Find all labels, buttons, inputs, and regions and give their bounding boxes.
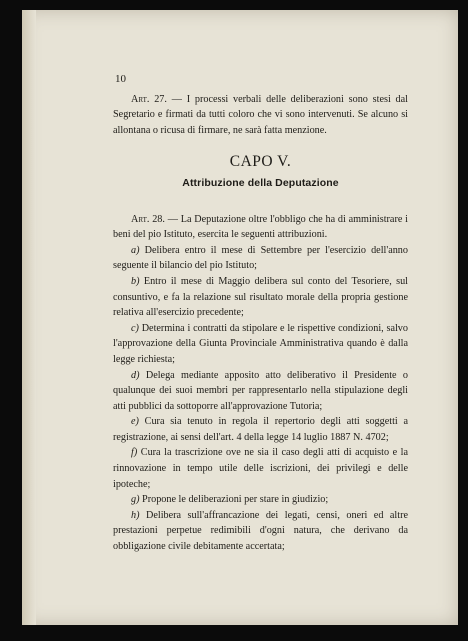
item-text: Entro il mese di Maggio delibera sul conto del Tesoriere, sul consuntivo, e fa la relazione sul risultato morale della propria gestione relativa all'esercizio precedente; bbox=[113, 275, 408, 319]
article-27 bbox=[113, 92, 408, 139]
item-text: Cura la trascrizione ove ne sia il caso degli atti di acquisto e la rinnovazione in tempo utile delle iscrizioni, dei privilegi e delle ipoteche; bbox=[113, 447, 408, 490]
article-27-text: — I processi verbali delle deliberazioni sono stesi dal Segretario e firmati da tutti coloro che vi sono intervenuti. Se alcuno si allontana o ricusa di firmare, ne sarà fatta menzione. bbox=[113, 93, 408, 136]
item-letter: b) bbox=[131, 275, 140, 287]
list-item bbox=[113, 508, 408, 555]
item-letter: e) bbox=[131, 416, 139, 428]
item-text: Cura sia tenuto in regola il repertorio degli atti soggetti a registrazione, ai sensi dell'art. 4 della legge 14 luglio 1887 N. 4702; bbox=[113, 416, 408, 443]
list-item bbox=[113, 445, 408, 492]
item-text: Delibera entro il mese di Settembre per l'esercizio dell'anno seguente il bilancio del pio Istituto; bbox=[113, 244, 408, 272]
article-28-label: Art. 28. bbox=[131, 213, 165, 225]
list-item bbox=[113, 243, 408, 274]
section-title: Attribuzione della Deputazione bbox=[182, 176, 339, 189]
item-letter: g) bbox=[131, 494, 140, 506]
item-text: Propone le deliberazioni per stare in giudizio; bbox=[139, 494, 329, 506]
page-binding-edge bbox=[22, 10, 36, 625]
item-text: Delega mediante apposito atto deliberativo il Presidente o qualunque dei suoi membri per rappresentarlo nella stipulazione degli atti pubblici da sottoporre all'approvazione Tutoria; bbox=[113, 369, 408, 412]
item-letter: h) bbox=[131, 509, 140, 521]
item-letter: f) bbox=[131, 447, 138, 459]
item-letter: d) bbox=[131, 369, 140, 381]
item-text: Delibera sull'affrancazione dei legati, censi, oneri ed altre prestazioni perpetue redimibili d'ogni natura, che derivano da obbligazione civile debitamente accertata; bbox=[113, 509, 408, 553]
list-item bbox=[113, 321, 408, 368]
list-item bbox=[113, 368, 408, 415]
page-content bbox=[113, 72, 408, 555]
list-item bbox=[113, 414, 408, 445]
article-27-label: Art. 27. bbox=[131, 93, 167, 105]
item-letter: c) bbox=[131, 322, 139, 334]
article-28 bbox=[113, 212, 408, 243]
article-28-text: — La Deputazione oltre l'obbligo che ha di amministrare i beni del pio Istituto, esercita le seguenti attribuzioni. bbox=[113, 213, 408, 241]
item-letter: a) bbox=[131, 244, 140, 256]
chapter-heading: CAPO V. bbox=[229, 153, 292, 171]
item-text: Determina i contratti da stipolare e le rispettive condizioni, salvo l'approvazione della Giunta Provinciale Amministrativa quando è dalla legge richiesta; bbox=[113, 322, 408, 365]
list-item bbox=[113, 492, 408, 508]
page-number: 10 bbox=[115, 73, 126, 85]
list-item bbox=[113, 274, 408, 321]
